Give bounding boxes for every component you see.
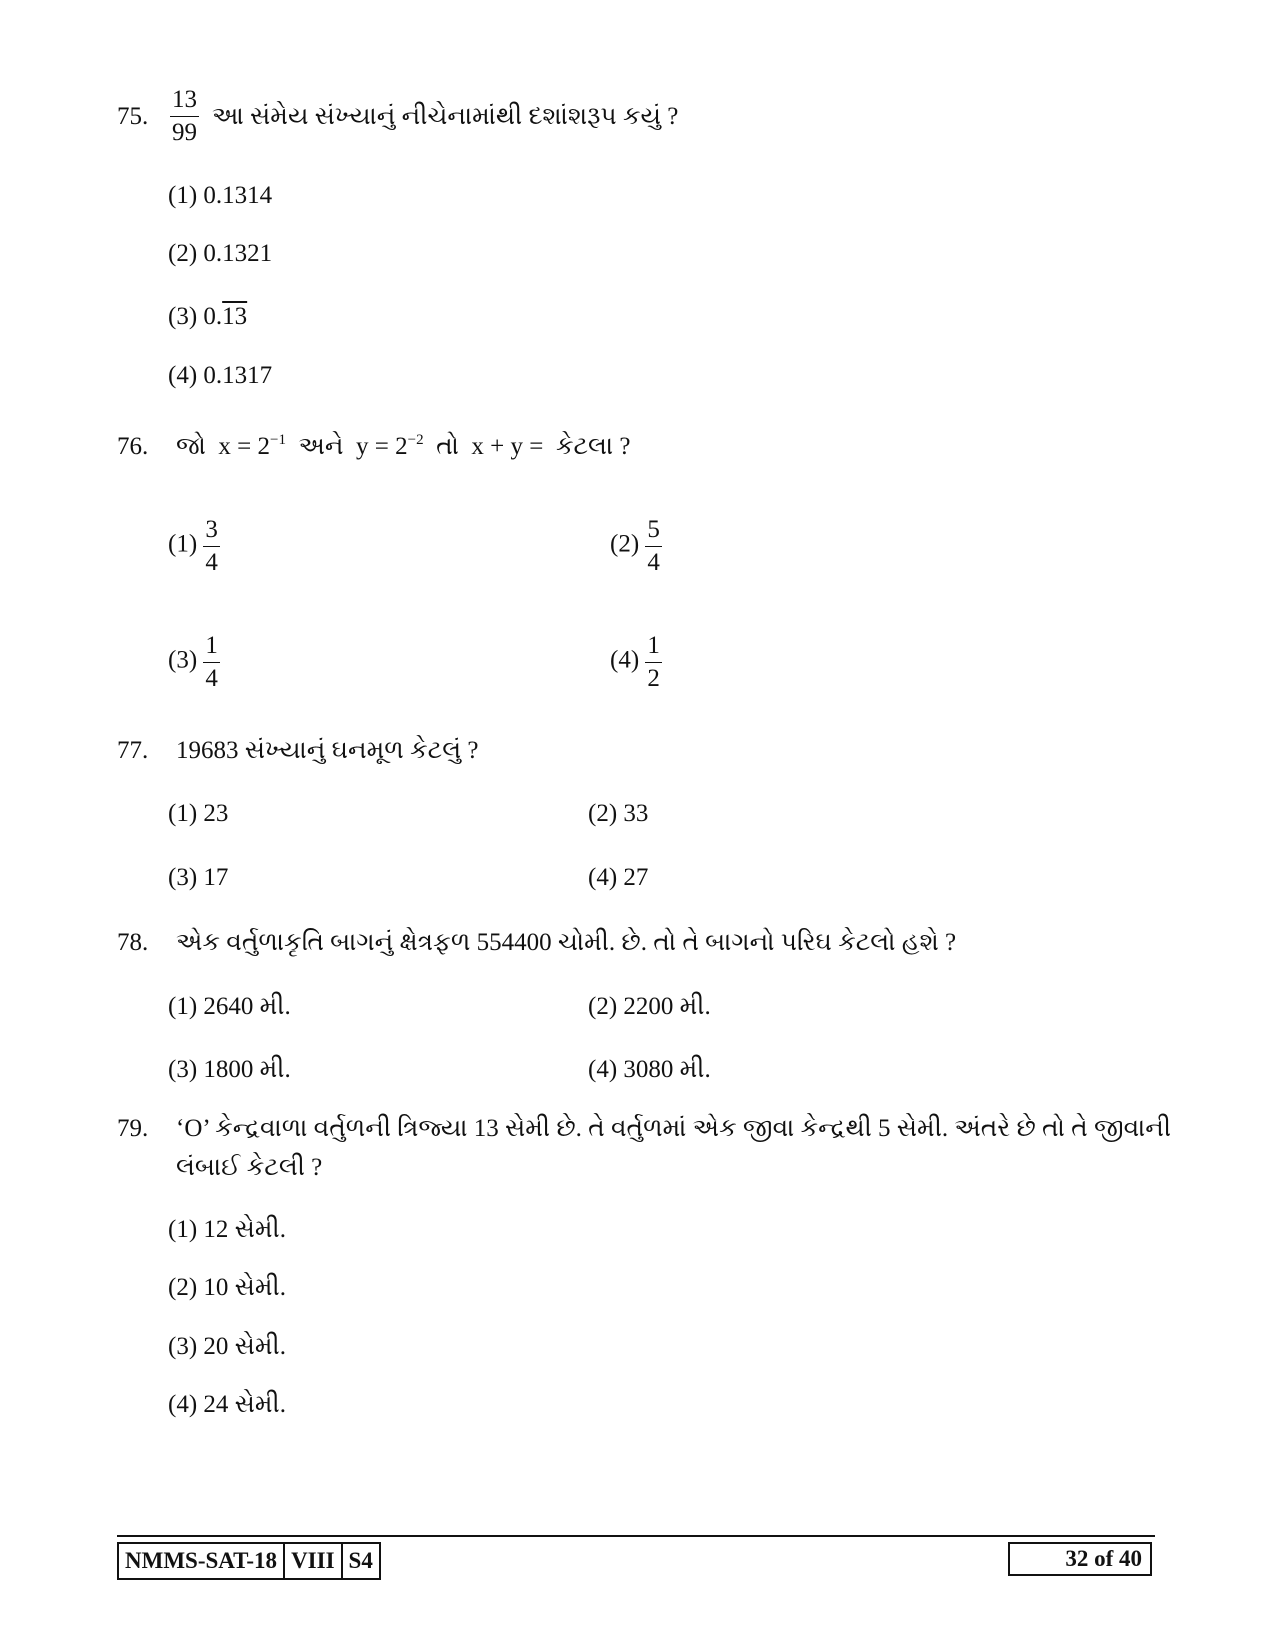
fraction-numerator: 13 xyxy=(170,86,199,117)
page-number: 32 of 40 xyxy=(1008,1542,1152,1576)
fraction-numerator: 1 xyxy=(203,632,220,663)
option-value-recurring: 13 xyxy=(222,303,248,330)
option-value: 17 xyxy=(203,864,229,891)
exam-code: NMMS-SAT-18 xyxy=(125,1548,278,1573)
option-label: (2) xyxy=(588,993,618,1020)
option-label: (2) xyxy=(610,530,640,558)
option-label: (1) xyxy=(168,993,198,1020)
option-value: 2640 મી. xyxy=(203,993,291,1020)
question-76-option-4[interactable] xyxy=(610,632,662,692)
set-code: S4 xyxy=(341,1544,379,1578)
question-77-number: 77. xyxy=(117,737,149,764)
q76-y-expr: y = 2 xyxy=(356,433,408,460)
question-79-option-2[interactable] xyxy=(168,1274,286,1302)
fraction-numerator: 5 xyxy=(645,516,662,547)
option-label: (4) xyxy=(168,362,198,389)
question-76-option-1[interactable] xyxy=(168,516,220,576)
option-value: 0.1314 xyxy=(203,182,273,209)
question-78-text: એક વર્તુળાકૃતિ બાગનું ક્ષેત્રફળ 554400 ચોમી. છે. તો તે બાગનો પરિઘ કેટલો હશે ? xyxy=(176,929,957,956)
question-79-number: 79. xyxy=(117,1115,149,1142)
option-label: (2) xyxy=(588,800,618,827)
fraction-numerator: 1 xyxy=(645,632,662,663)
question-79-text-line-2: લંબાઈ કેટલી ? xyxy=(176,1154,323,1181)
grade: VIII xyxy=(283,1544,340,1578)
option-value: 3080 મી. xyxy=(623,1056,711,1083)
question-78-option-2[interactable] xyxy=(588,993,711,1021)
option-label: (1) xyxy=(168,800,198,827)
q76-y-exponent: −2 xyxy=(407,432,424,448)
q76-how-much: કેટલા ? xyxy=(555,433,631,460)
footer-exam-code-box xyxy=(117,1542,381,1580)
question-76-text xyxy=(176,433,630,461)
option-label: (3) xyxy=(168,1056,198,1083)
option-value: 27 xyxy=(623,864,649,891)
question-76-option-3[interactable] xyxy=(168,632,220,692)
fraction-numerator: 3 xyxy=(203,516,220,547)
option-value: 24 સેમી. xyxy=(203,1391,286,1418)
option-value: 2200 મી. xyxy=(623,993,711,1020)
question-79-option-1[interactable] xyxy=(168,1216,286,1244)
question-77-option-1[interactable] xyxy=(168,800,228,828)
footer-divider xyxy=(117,1535,1155,1537)
option-label: (1) xyxy=(168,182,198,209)
fraction-denominator: 4 xyxy=(647,548,660,576)
q76-sum: x + y = xyxy=(471,433,544,460)
question-75-fraction xyxy=(170,86,199,146)
q76-then: તો xyxy=(436,433,459,460)
question-75-option-1[interactable] xyxy=(168,182,272,210)
option-value: 1800 મી. xyxy=(203,1056,291,1083)
question-75-text: આ સંમેય સંખ્યાનું નીચેનામાંથી દશાંશરૂપ કયું ? xyxy=(212,103,679,130)
question-76-option-2[interactable] xyxy=(610,516,662,576)
q76-x-expr: x = 2 xyxy=(218,433,271,460)
question-77-text: 19683 સંખ્યાનું ઘનમૂળ કેટલું ? xyxy=(176,737,479,764)
option-label: (3) xyxy=(168,1333,198,1360)
q76-and: અને xyxy=(298,433,344,460)
question-75-option-2[interactable] xyxy=(168,240,272,268)
option-label: (3) xyxy=(168,646,198,674)
question-79-option-3[interactable] xyxy=(168,1333,286,1361)
fraction-denominator: 99 xyxy=(172,118,197,146)
fraction-denominator: 4 xyxy=(205,664,218,692)
option-label: (1) xyxy=(168,530,198,558)
option-label: (2) xyxy=(168,1274,198,1301)
option-label: (2) xyxy=(168,240,198,267)
question-77-option-4[interactable] xyxy=(588,864,648,892)
question-77-option-3[interactable] xyxy=(168,864,228,892)
option-value: 12 સેમી. xyxy=(203,1216,286,1243)
option-label: (3) xyxy=(168,864,198,891)
question-75-number: 75. xyxy=(117,103,149,130)
question-78-option-3[interactable] xyxy=(168,1056,291,1084)
option-label: (4) xyxy=(588,1056,618,1083)
option-value: 0.1321 xyxy=(203,240,273,267)
q76-if: જો xyxy=(176,433,206,460)
question-78-option-1[interactable] xyxy=(168,993,291,1021)
option-label: (4) xyxy=(588,864,618,891)
option-label: (3) xyxy=(168,303,198,330)
question-79-option-4[interactable] xyxy=(168,1391,286,1419)
option-label: (4) xyxy=(168,1391,198,1418)
option-label: (1) xyxy=(168,1216,198,1243)
q76-x-exponent: −1 xyxy=(270,432,286,448)
option-value: 20 સેમી. xyxy=(203,1333,286,1360)
question-78-option-4[interactable] xyxy=(588,1056,711,1084)
option-value: 23 xyxy=(203,800,229,827)
option-value: 33 xyxy=(623,800,649,827)
fraction-denominator: 4 xyxy=(205,548,218,576)
question-76-number: 76. xyxy=(117,433,149,460)
question-75-option-4[interactable] xyxy=(168,362,272,390)
question-75-option-3[interactable] xyxy=(168,303,247,331)
option-label: (4) xyxy=(610,646,640,674)
option-value-prefix: 0. xyxy=(203,303,223,330)
option-value: 10 સેમી. xyxy=(203,1274,286,1301)
question-78-number: 78. xyxy=(117,929,149,956)
option-value: 0.1317 xyxy=(203,362,273,389)
question-77-option-2[interactable] xyxy=(588,800,648,828)
question-79-text-line-1: ‘O’ કેન્દ્રવાળા વર્તુળની ત્રિજ્યા 13 સેમી છે. તે વર્તુળમાં એક જીવા કેન્દ્રથી 5 સેમી. અંતરે છે તો તે જીવાની xyxy=(176,1115,1172,1142)
fraction-denominator: 2 xyxy=(647,664,660,692)
